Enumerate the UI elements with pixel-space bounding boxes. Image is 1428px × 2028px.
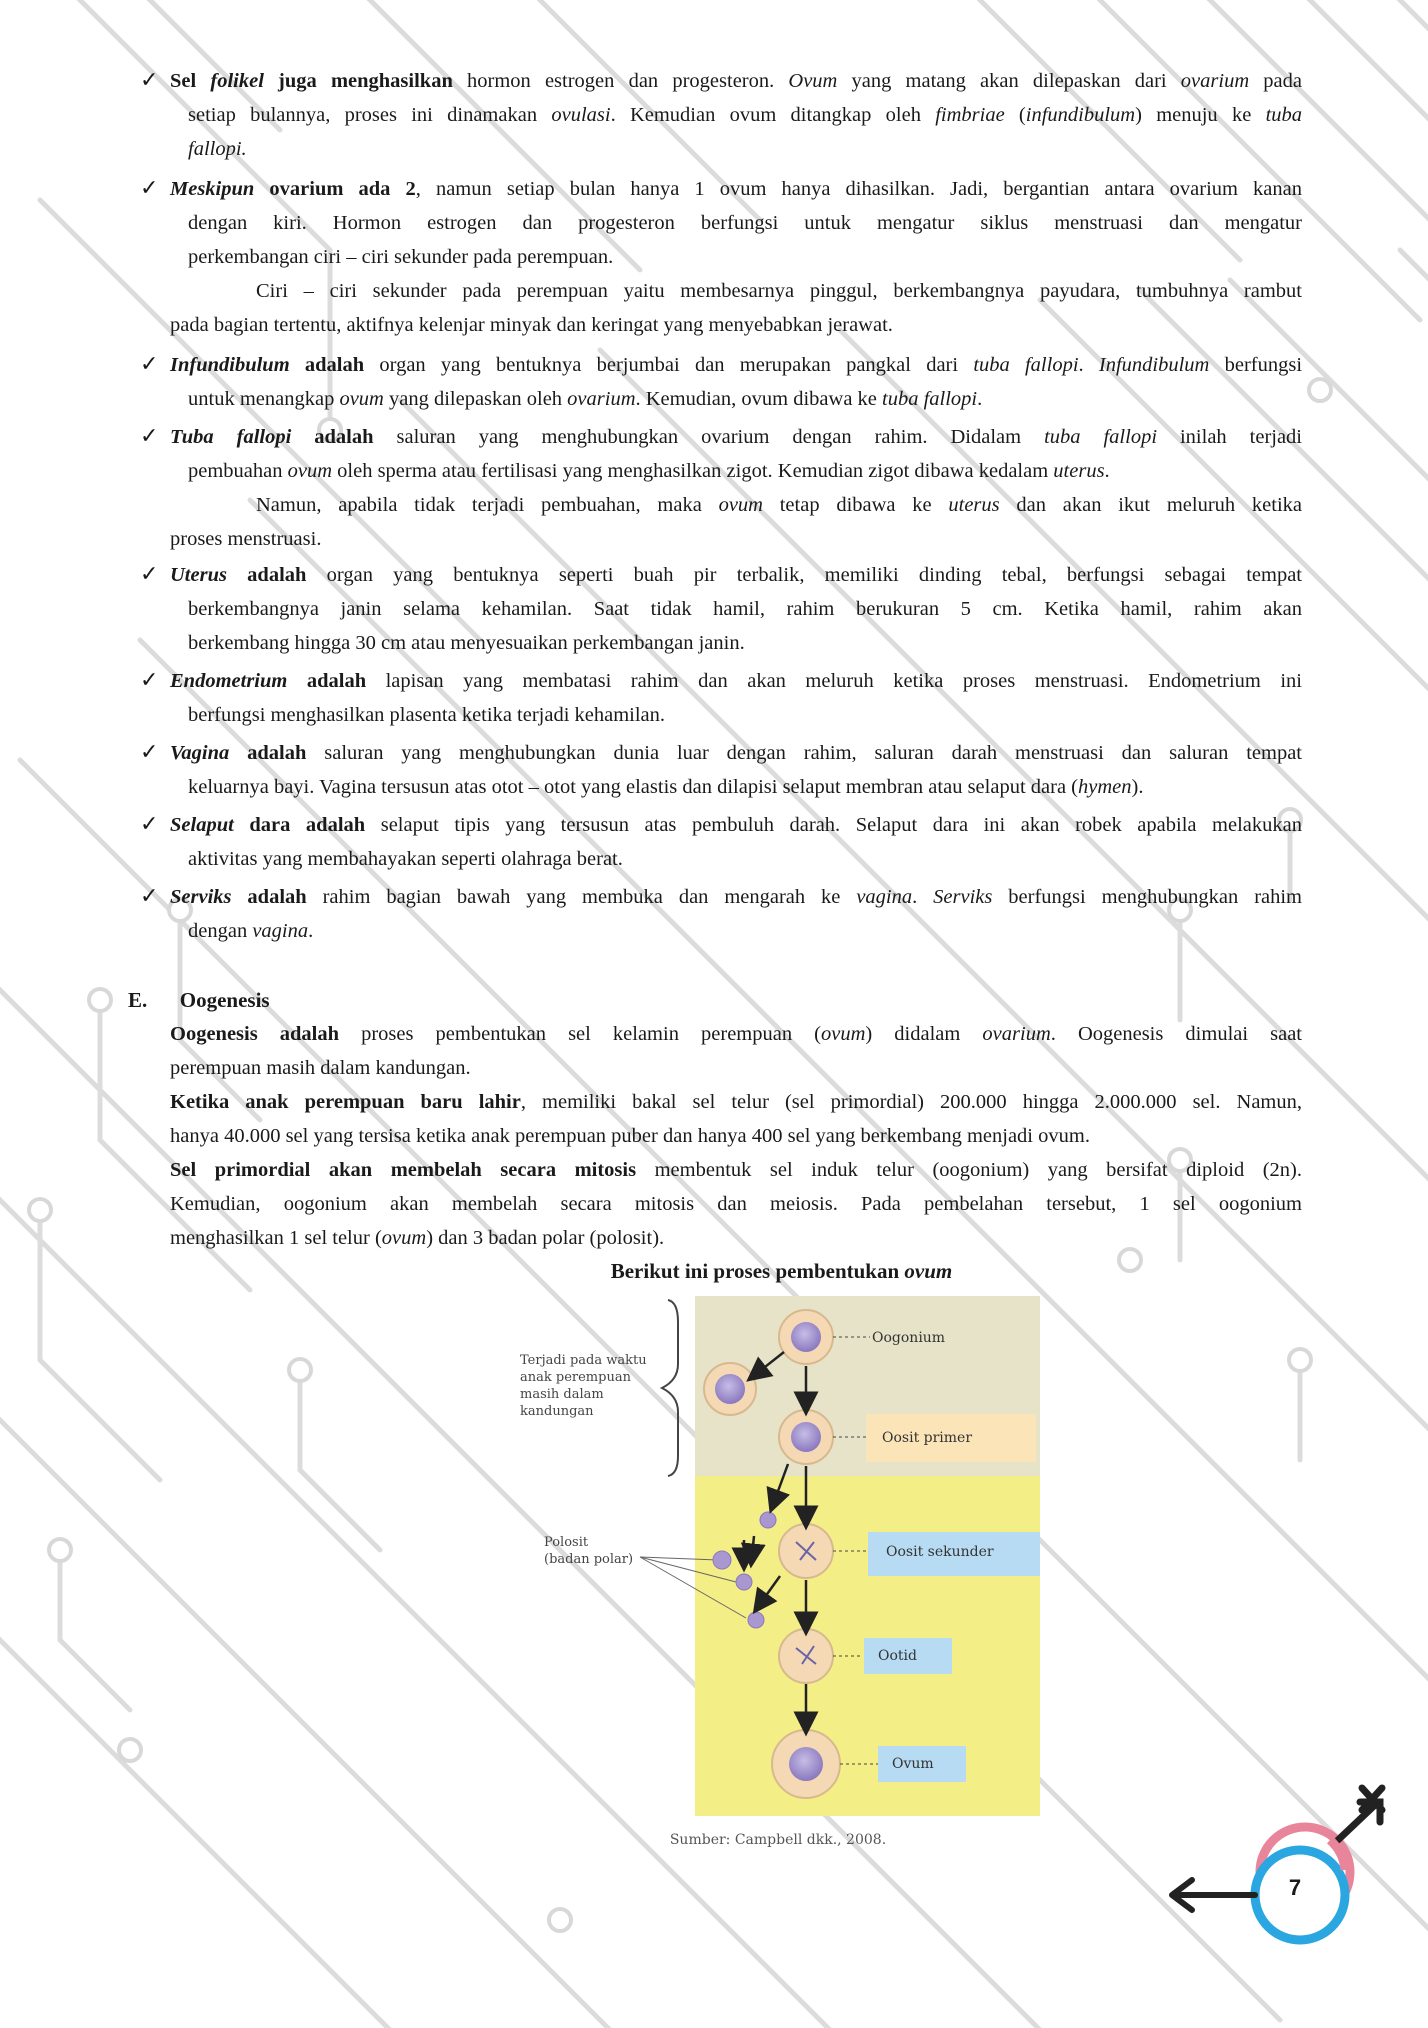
- text-line: [170, 382, 1302, 416]
- text-run: tuba: [1265, 104, 1303, 126]
- list-item: [140, 64, 1302, 166]
- text-line: [170, 698, 1302, 732]
- text-run: perempuan masih dalam kandungan.: [170, 1057, 471, 1079]
- text-run: hormon estrogen dan progesteron.: [452, 70, 789, 92]
- checkmark-icon: ✓: [140, 562, 159, 587]
- list-item: [140, 880, 1302, 948]
- list-item: [140, 664, 1302, 732]
- section-title: Oogenesis: [179, 988, 270, 1012]
- text-line: [170, 132, 1302, 166]
- list-item: [140, 808, 1302, 876]
- text-line: [170, 348, 1302, 382]
- section-paragraph: [170, 1085, 1302, 1153]
- stage-text: Ovum: [892, 1756, 934, 1772]
- note-line: masih dalam: [520, 1387, 604, 1402]
- text-run: setiap bulannya, proses ini dinamakan: [188, 104, 552, 126]
- text-run: (: [1004, 104, 1026, 126]
- text-run: Kemudian, oogonium akan membelah secara mitosis dan meiosis. Pada pembelahan tersebut, 1 sel oogonium: [170, 1193, 1302, 1215]
- text-line: [170, 240, 1302, 274]
- text-run: uterus: [1053, 460, 1105, 482]
- text-run: folikel: [210, 70, 264, 92]
- stage-text: Oosit sekunder: [886, 1544, 994, 1560]
- text-run: ) menuju ke: [1135, 104, 1266, 126]
- text-run: juga menghasilkan: [263, 70, 453, 92]
- note-line: Terjadi pada waktu: [520, 1353, 647, 1368]
- checkmark-icon: ✓: [140, 352, 159, 377]
- text-run: Selaput: [170, 814, 234, 836]
- text-run: lapisan yang membatasi rahim dan akan meluruh ketika proses menstruasi. Endometrium ini: [366, 670, 1302, 692]
- text-line: [170, 1119, 1302, 1153]
- text-run: ovum: [718, 494, 763, 516]
- oogenesis-figure: [500, 1292, 1060, 1852]
- text-run: aktivitas yang membahayakan seperti olahraga berat.: [188, 848, 623, 870]
- text-line: [170, 808, 1302, 842]
- text-run: oleh sperma atau fertilisasi yang menghasilkan zigot. Kemudian zigot dibawa kedalam: [332, 460, 1054, 482]
- text-run: berfungsi menghubungkan rahim: [992, 886, 1303, 908]
- text-run: adalah: [287, 670, 367, 692]
- polosit-line: (badan polar): [544, 1552, 634, 1567]
- stage-label-secondary-oocyte: [868, 1532, 1040, 1576]
- text-run: tuba fallopi: [1044, 426, 1158, 448]
- section-heading: [128, 983, 270, 1017]
- text-run: ovarium: [982, 1023, 1051, 1045]
- text-run: , memiliki bakal sel telur (sel primordial) 200.000 hingga 2.000.000 sel. Namun,: [520, 1091, 1302, 1113]
- list-item: [140, 558, 1302, 660]
- text-run: proses menstruasi.: [170, 528, 322, 550]
- text-run: organ yang bentuknya berjumbai dan merupakan pangkal dari: [364, 354, 974, 376]
- text-run: saluran yang menghubungkan ovarium dengan rahim. Didalam: [373, 426, 1045, 448]
- text-run: ovulasi: [551, 104, 611, 126]
- checkmark-icon: ✓: [140, 884, 159, 909]
- text-run: ovum: [287, 460, 333, 482]
- text-run: Sel primordial akan membelah secara mitosis: [170, 1159, 637, 1181]
- text-run: pada bagian tertentu, aktifnya kelenjar minyak dan keringat yang menyebabkan jerawat.: [170, 314, 893, 336]
- text-line: [170, 488, 1302, 522]
- text-line: [170, 1221, 1302, 1255]
- text-run: saluran yang menghubungkan dunia luar dengan rahim, saluran darah menstruasi dan saluran tempat: [306, 742, 1302, 764]
- text-line: [170, 880, 1302, 914]
- text-line: [170, 274, 1302, 308]
- text-run: . Oogenesis dimulai saat: [1050, 1023, 1302, 1045]
- text-run: tuba fallopi: [882, 388, 978, 410]
- text-run: selaput tipis yang tersusun atas pembuluh darah. Selaput dara ini akan robek apabila melakukan: [365, 814, 1302, 836]
- item-text: [170, 64, 1302, 166]
- text-run: Infundibulum: [1098, 354, 1210, 376]
- figure-title-text: Berikut ini proses pembentukan: [610, 1259, 905, 1283]
- text-line: [170, 1085, 1302, 1119]
- text-run: Vagina: [170, 742, 230, 764]
- text-line: [170, 770, 1302, 804]
- text-run: hanya 40.000 sel yang tersisa ketika anak perempuan puber dan hanya 400 sel yang berkembang menjadi ovum.: [170, 1125, 1090, 1147]
- figure-title: [0, 1256, 1428, 1286]
- text-run: Serviks: [933, 886, 993, 908]
- text-run: adalah: [291, 426, 374, 448]
- text-line: [170, 172, 1302, 206]
- text-run: tetap dibawa ke: [762, 494, 949, 516]
- list-item: [140, 348, 1302, 416]
- stage-label-oogonium: [872, 1330, 945, 1346]
- text-run: .: [912, 886, 934, 908]
- text-run: ovarium: [567, 388, 636, 410]
- text-run: adalah: [231, 886, 307, 908]
- text-run: . Kemudian, ovum dibawa ke: [635, 388, 883, 410]
- text-run: Serviks: [170, 886, 232, 908]
- stage-text: Oosit primer: [882, 1430, 973, 1446]
- text-run: ovum: [339, 388, 384, 410]
- paragraph-text: [170, 1085, 1302, 1153]
- text-line: [170, 522, 1302, 556]
- text-run: vagina: [856, 886, 913, 908]
- text-run: membentuk sel induk telur (oogonium) yang bersifat diploid (2n).: [636, 1159, 1302, 1181]
- text-run: berfungsi menghasilkan plasenta ketika terjadi kehamilan.: [188, 704, 666, 726]
- text-run: Meskipun: [170, 178, 255, 200]
- item-text: [170, 808, 1302, 876]
- stage-label-ovum: [878, 1746, 966, 1782]
- checkmark-icon: ✓: [140, 176, 159, 201]
- text-line: [170, 1153, 1302, 1187]
- text-run: .: [308, 920, 314, 942]
- text-line: [170, 98, 1302, 132]
- section-paragraph: [170, 1153, 1302, 1255]
- text-run: .: [1104, 460, 1110, 482]
- text-run: vagina: [252, 920, 309, 942]
- text-run: yang dilepaskan oleh: [383, 388, 568, 410]
- figure-source: Sumber: Campbell dkk., 2008.: [669, 1832, 887, 1848]
- text-run: ovum: [381, 1227, 427, 1249]
- section-paragraph: [170, 1017, 1302, 1085]
- primordial-cell: [704, 1363, 756, 1415]
- text-run: yang matang akan dilepaskan dari: [837, 70, 1181, 92]
- text-run: berkembang hingga 30 cm atau menyesuaikan perkembangan janin.: [188, 632, 745, 654]
- polosit-label: [544, 1535, 633, 1567]
- text-run: Oogenesis adalah: [170, 1023, 340, 1045]
- text-run: Tuba fallopi: [170, 426, 292, 448]
- ootid-cell: [779, 1629, 833, 1683]
- text-run: dengan kiri. Hormon estrogen dan progesteron berfungsi untuk mengatur siklus menstruasi dan mengatur: [188, 212, 1302, 234]
- stage-label-ootid: [864, 1638, 952, 1674]
- text-run: uterus: [948, 494, 1000, 516]
- item-text: [170, 880, 1302, 948]
- stage-label-primary-oocyte: [866, 1414, 1036, 1462]
- text-run: Namun, apabila tidak terjadi pembuahan, maka: [256, 494, 719, 516]
- list-item: [140, 420, 1302, 488]
- item-text: [170, 664, 1302, 732]
- item-text: [170, 736, 1302, 804]
- text-line: [170, 914, 1302, 948]
- text-run: Infundibulum: [170, 354, 290, 376]
- paragraph-text: [170, 1017, 1302, 1085]
- text-run: , namun setiap bulan hanya 1 ovum hanya dihasilkan. Jadi, bergantian antara ovarium kanan: [415, 178, 1302, 200]
- list-item: [140, 736, 1302, 804]
- text-run: Ciri – ciri sekunder pada perempuan yaitu membesarnya pinggul, berkembangnya payudara, tumbuhnya rambut: [256, 280, 1302, 302]
- page-number: 7: [1288, 1875, 1302, 1900]
- bracket-note: [520, 1353, 647, 1419]
- text-run: pada: [1249, 70, 1302, 92]
- text-run: ).: [1131, 776, 1144, 798]
- text-run: . Kemudian ovum ditangkap oleh: [610, 104, 936, 126]
- text-run: dara adalah: [233, 814, 366, 836]
- text-run: .: [977, 388, 983, 410]
- paragraph-text: [170, 1153, 1302, 1255]
- text-run: dan akan ikut meluruh ketika: [999, 494, 1303, 516]
- text-line: [170, 664, 1302, 698]
- oogonium-cell: [779, 1310, 833, 1364]
- text-run: menghasilkan 1 sel telur (: [170, 1227, 382, 1249]
- text-line: [170, 1187, 1302, 1221]
- brace-icon: [662, 1300, 678, 1476]
- text-line: [170, 1051, 1302, 1085]
- text-line: [170, 1017, 1302, 1051]
- text-line: [170, 626, 1302, 660]
- text-run: rahim bagian bawah yang membuka dan mengarah ke: [306, 886, 857, 908]
- text-run: Ovum: [788, 70, 838, 92]
- text-run: Sel: [170, 70, 211, 92]
- note-text: [170, 488, 1302, 556]
- text-run: tuba fallopi: [973, 354, 1079, 376]
- text-run: fallopi.: [188, 138, 247, 160]
- stage-text: Ootid: [878, 1648, 917, 1664]
- text-run: berkembangnya janin selama kehamilan. Saat tidak hamil, rahim berukuran 5 cm. Ketika hamil, rahim akan: [188, 598, 1302, 620]
- text-run: ) didalam: [865, 1023, 983, 1045]
- item-text: [170, 348, 1302, 416]
- note-paragraph: [170, 488, 1302, 556]
- text-line: [170, 420, 1302, 454]
- text-run: fimbriae: [935, 104, 1005, 126]
- text-run: ovarium: [1180, 70, 1250, 92]
- text-line: [170, 64, 1302, 98]
- text-run: hymen: [1078, 776, 1132, 798]
- text-run: inilah terjadi: [1157, 426, 1303, 448]
- text-run: ovum: [821, 1023, 866, 1045]
- text-run: Endometrium: [170, 670, 288, 692]
- note-paragraph: [170, 274, 1302, 342]
- text-run: dengan: [188, 920, 253, 942]
- text-run: Uterus: [170, 564, 227, 586]
- text-run: keluarnya bayi. Vagina tersusun atas otot – otot yang elastis dan dilapisi selaput membran atau selaput dara (: [188, 776, 1078, 798]
- polosit-line: Polosit: [544, 1535, 589, 1550]
- ovum-cell: [772, 1730, 840, 1798]
- text-line: [170, 558, 1302, 592]
- text-run: organ yang bentuknya seperti buah pir terbalik, memiliki dinding tebal, berfungsi sebagai tempat: [306, 564, 1303, 586]
- text-run: adalah: [226, 564, 307, 586]
- text-run: adalah: [289, 354, 365, 376]
- stage-text: Oogonium: [872, 1330, 946, 1346]
- primary-oocyte-cell: [779, 1410, 833, 1464]
- item-text: [170, 420, 1302, 488]
- text-run: untuk menangkap: [188, 388, 340, 410]
- text-run: infundibulum: [1025, 104, 1136, 126]
- text-line: [170, 206, 1302, 240]
- text-run: proses pembentukan sel kelamin perempuan (: [339, 1023, 821, 1045]
- text-run: .: [1078, 354, 1099, 376]
- text-run: perkembangan ciri – ciri sekunder pada perempuan.: [188, 246, 614, 268]
- text-run: ovarium ada 2: [254, 178, 416, 200]
- note-text: [170, 274, 1302, 342]
- item-text: [170, 172, 1302, 274]
- figure-title-italic: ovum: [904, 1259, 953, 1283]
- text-run: adalah: [229, 742, 307, 764]
- note-line: anak perempuan: [520, 1370, 631, 1385]
- text-line: [170, 308, 1302, 342]
- text-line: [170, 842, 1302, 876]
- text-run: berfungsi: [1209, 354, 1303, 376]
- text-line: [170, 736, 1302, 770]
- list-item: [140, 172, 1302, 274]
- note-line: kandungan: [520, 1404, 594, 1419]
- text-run: pembuahan: [188, 460, 288, 482]
- text-run: Ketika anak perempuan baru lahir: [170, 1091, 521, 1113]
- secondary-oocyte-cell: [779, 1524, 833, 1578]
- checkmark-icon: ✓: [140, 812, 159, 837]
- text-line: [170, 454, 1302, 488]
- section-letter: E.: [128, 988, 148, 1012]
- checkmark-icon: ✓: [140, 668, 159, 693]
- item-text: [170, 558, 1302, 660]
- text-run: ) dan 3 badan polar (polosit).: [426, 1227, 665, 1249]
- checkmark-icon: ✓: [140, 424, 159, 449]
- checkmark-icon: ✓: [140, 68, 159, 93]
- checkmark-icon: ✓: [140, 740, 159, 765]
- text-line: [170, 592, 1302, 626]
